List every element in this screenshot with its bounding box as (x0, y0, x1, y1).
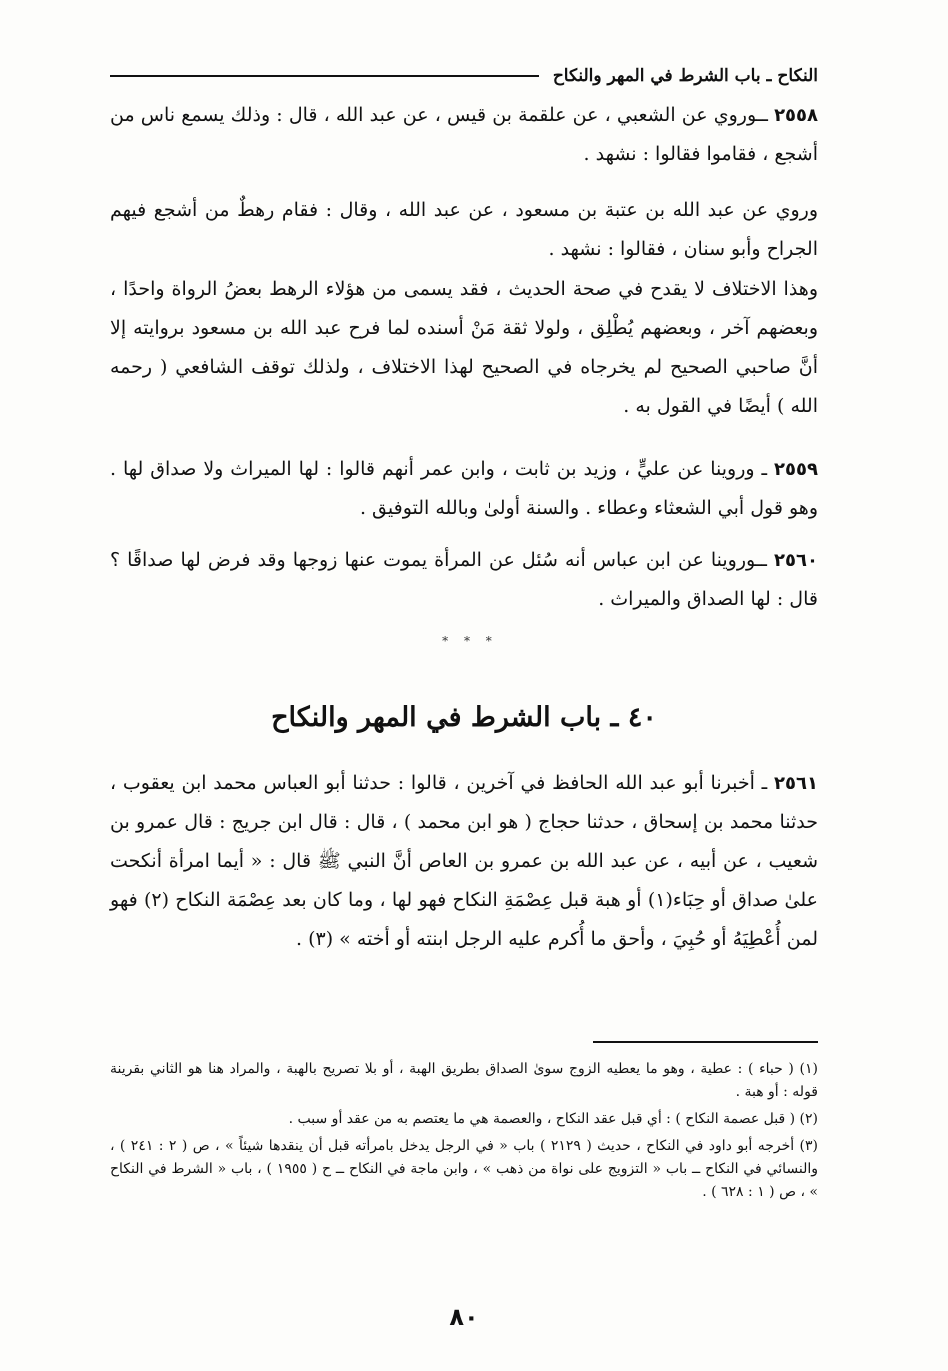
page-number: ٨٠ (449, 1303, 479, 1331)
hadith-number: ٢٥٦٠ (774, 550, 818, 571)
running-head-title: النكاح ـ باب الشرط في المهر والنكاح (552, 66, 818, 86)
footnote-1: (١) ( حباء ) : عطية ، وهو ما يعطيه الزوج سوىٰ الصداق بطريق الهبة ، أو بلا تصريح بالهبة ، والمراد هنا هو الثاني بقرينة قوله : أو هبة . (110, 1061, 818, 1100)
hadith-number: ٢٥٥٩ (774, 459, 818, 480)
paragraph-text: وروي عن عبد الله بن عتبة بن مسعود ، عن عبد الله ، وقال : فقام رهطٌ من أشجع فيهم الجراح وأبو سنان ، فقالوا : نشهد . (110, 199, 818, 260)
paragraph-text: ـ وروينا عن عليٍّ ، وزيد بن ثابت ، وابن عمر أنهم قالوا : لها الميراث ولا صداق لها . وهو قول أبي الشعثاء وعطاء . والسنة أولىٰ وبالله التوفيق . (110, 458, 818, 519)
paragraph-2561 (110, 764, 818, 959)
paragraph-text: ــوروي عن الشعبي ، عن علقمة بن قيس ، عن عبد الله ، قال : وذلك يسمع ناس من أشجع ، فقاموا فقالوا : نشهد . (110, 104, 818, 165)
paragraph-riwaya-2 (110, 191, 818, 269)
hadith-number: ٢٥٥٨ (774, 105, 819, 126)
paragraph-text: ـ أخبرنا أبو عبد الله الحافظ في آخرين ، قالوا : حدثنا أبو العباس محمد ابن يعقوب ، حدثنا محمد بن إسحاق ، حدثنا حجاج ( هو ابن محمد ) ، قال : قال ابن جريج : قال عمرو بن شعيب ، عن أبيه ، عن عبد الله بن عمرو بن العاص أنَّ النبي ﷺ قال : « أيما امرأة أنكحت علىٰ صداق أو حِبَاء(١) أو هبة قبل عِصْمَةِ النكاح فهو لها ، وما كان بعد عِصْمَة النكاح (٢) فهو لمن أُعْطِيَهُ أو حُبِيَ ، وأحق ما أُكرم عليه الرجل ابنته أو أخته » (٣) . (110, 772, 819, 950)
footnote-rule (593, 1041, 818, 1043)
footnote-3: (٣) أخرجه أبو داود في النكاح ، حديث ( ٢١٢٩ ) باب « في الرجل يدخل بامرأته قبل أن ينقدها شيئاً » ، ص ( ٢ : ٢٤١ ) ، والنسائي في النكاح ــ باب « التزويج على نواة من ذهب » ، وابن ماجة في النكاح ــ ح ( ١٩٥٥ ) ، باب « الشرط في النكاح » ، ص ( ١ : ٦٢٨ ) . (110, 1138, 819, 1200)
footnote-2: (٢) ( قبل عصمة النكاح ) : أي قبل عقد النكاح ، والعصمة هي ما يعتصم به من عقد أو سبب . (288, 1111, 818, 1127)
paragraph-2560 (110, 541, 818, 619)
running-header (110, 62, 818, 90)
paragraph-text: وهذا الاختلاف لا يقدح في صحة الحديث ، فقد يسمى من هؤلاء الرهط بعضُ الرواة واحدًا ، وبعضهم آخر ، وبعضهم يُطْلِق ، ولولا ثقة مَنْ أسنده لما فرح عبد الله بن مسعود بروايته إلا أنَّ صاحبي الصحيح لم يخرجاه في الصحيح لهذا الاختلاف ، ولذلك توقف الشافعي ( رحمه الله ) أيضًا في القول به . (110, 278, 818, 417)
footnotes (110, 1058, 818, 1208)
section-separator: * * * (442, 634, 498, 648)
chapter-heading: ٤٠ ـ باب الشرط في المهر والنكاح (271, 702, 657, 733)
document-page (110, 0, 818, 1371)
header-rule (110, 75, 539, 77)
paragraph-text: ــوروينا عن ابن عباس أنه سُئل عن المرأة يموت عنها زوجها وقد فرض لها صداقًا ؟ قال : لها الصداق والميراث . (110, 549, 818, 610)
paragraph-2558 (110, 96, 818, 174)
paragraph-ikhtilaf (110, 270, 818, 426)
paragraph-2559 (110, 450, 818, 528)
hadith-number: ٢٥٦١ (774, 773, 818, 794)
